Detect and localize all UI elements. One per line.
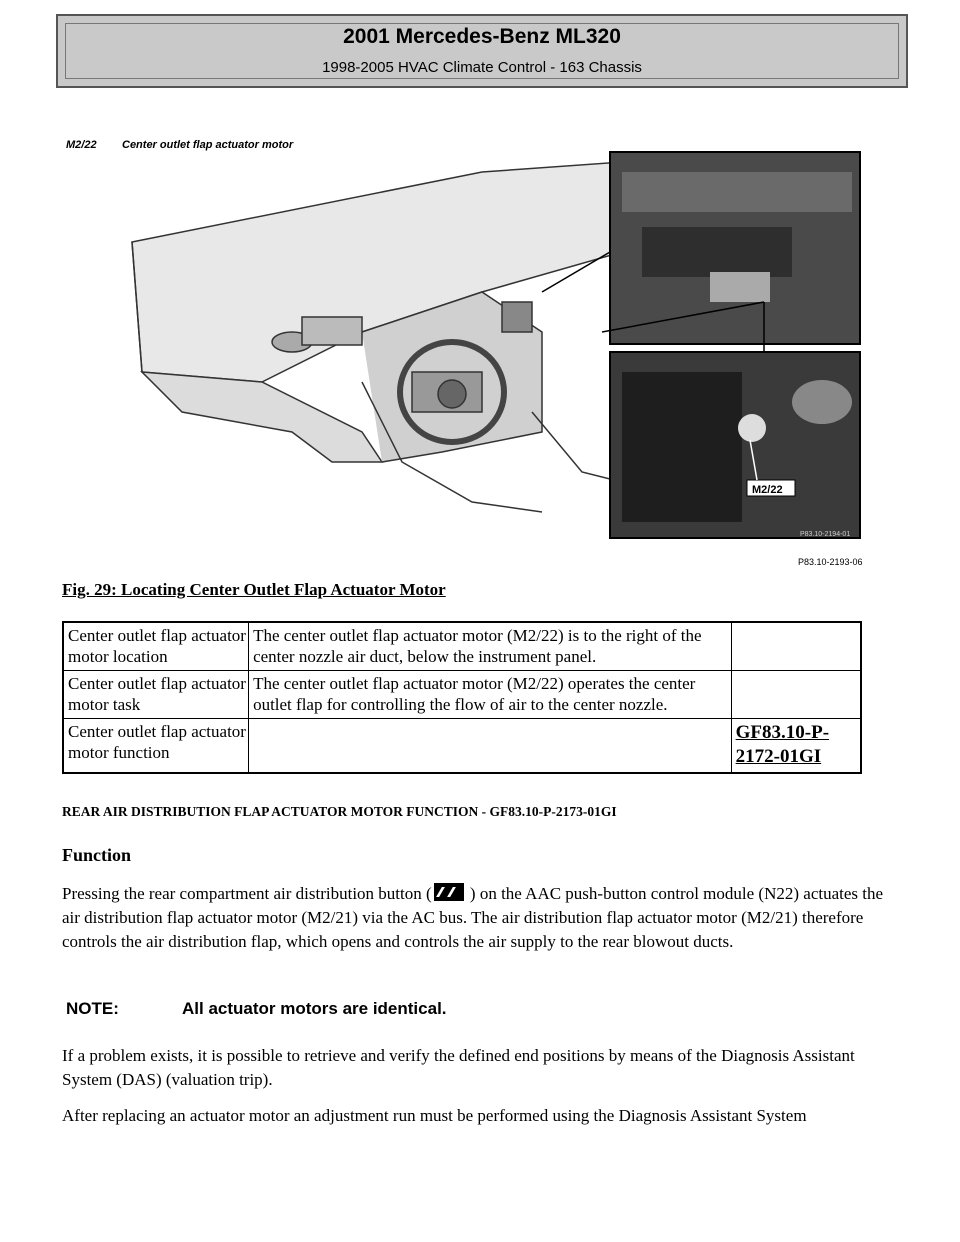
- dashboard-drawing: [132, 162, 622, 512]
- table-row: [63, 671, 861, 719]
- callout-label: M2/22: [752, 484, 783, 496]
- note-label: NOTE:: [66, 999, 119, 1018]
- row-text: [249, 719, 732, 774]
- p1-start: Pressing the rear compartment air distribution button (: [62, 884, 432, 903]
- paragraph-1: [62, 882, 892, 954]
- inset-code: P83.10-2194-01: [800, 531, 851, 538]
- figure-label-text: Center outlet flap actuator motor: [122, 139, 294, 151]
- figure-code: P83.10-2193-06: [798, 557, 863, 567]
- row-label: Center outlet flap actuator motor task: [63, 671, 249, 719]
- function-link[interactable]: GF83.10-P-2172-01GI: [735, 722, 830, 767]
- row-label: Center outlet flap actuator motor location: [63, 622, 249, 671]
- row-link-cell: [731, 622, 861, 671]
- figure-caption[interactable]: Fig. 29: Locating Center Outlet Flap Actuator Motor: [62, 580, 446, 599]
- header-subtitle: 1998-2005 HVAC Climate Control - 163 Chassis: [322, 59, 642, 76]
- row-label: Center outlet flap actuator motor function: [63, 719, 249, 774]
- function-heading: Function: [62, 845, 132, 865]
- section-heading: REAR AIR DISTRIBUTION FLAP ACTUATOR MOTOR FUNCTION - GF83.10-P-2173-01GI: [62, 804, 617, 819]
- paragraph-3: After replacing an actuator motor an adjustment run must be performed using the Diagnosis Assistant System: [62, 1106, 807, 1125]
- table-row: [63, 719, 861, 774]
- info-table: [62, 621, 862, 774]
- dashboard-figure: [62, 132, 874, 572]
- header-title: 2001 Mercedes-Benz ML320: [343, 25, 621, 48]
- actuator-motor-marker: [738, 414, 766, 442]
- page-header: [56, 14, 908, 88]
- row-link-cell: [731, 719, 861, 774]
- row-text: The center outlet flap actuator motor (M2/22) operates the center outlet flap for controlling the flow of air to the center nozzle.: [249, 671, 732, 719]
- row-text: The center outlet flap actuator motor (M2/22) is to the right of the center nozzle air duct, below the instrument panel.: [249, 622, 732, 671]
- note-box: [66, 999, 447, 1019]
- table-row: [63, 622, 861, 671]
- rear-air-distribution-button-icon: [434, 883, 464, 901]
- figure-label-code: M2/22: [66, 139, 97, 151]
- note-text: All actuator motors are identical.: [182, 999, 447, 1018]
- row-link-cell: [731, 671, 861, 719]
- p1-end: ) on the AAC push-button control module (N22) actuates the air distribution flap actuator motor (M2/21) via the AC bus. The air distribution flap actuator motor (M2/21) therefore controls the air distribution flap, which opens and controls the air supply to the rear blowout ducts.: [62, 884, 884, 951]
- paragraph-2: If a problem exists, it is possible to retrieve and verify the defined end positions by means of the Diagnosis Assistant System (DAS) (valuation trip).: [62, 1046, 855, 1089]
